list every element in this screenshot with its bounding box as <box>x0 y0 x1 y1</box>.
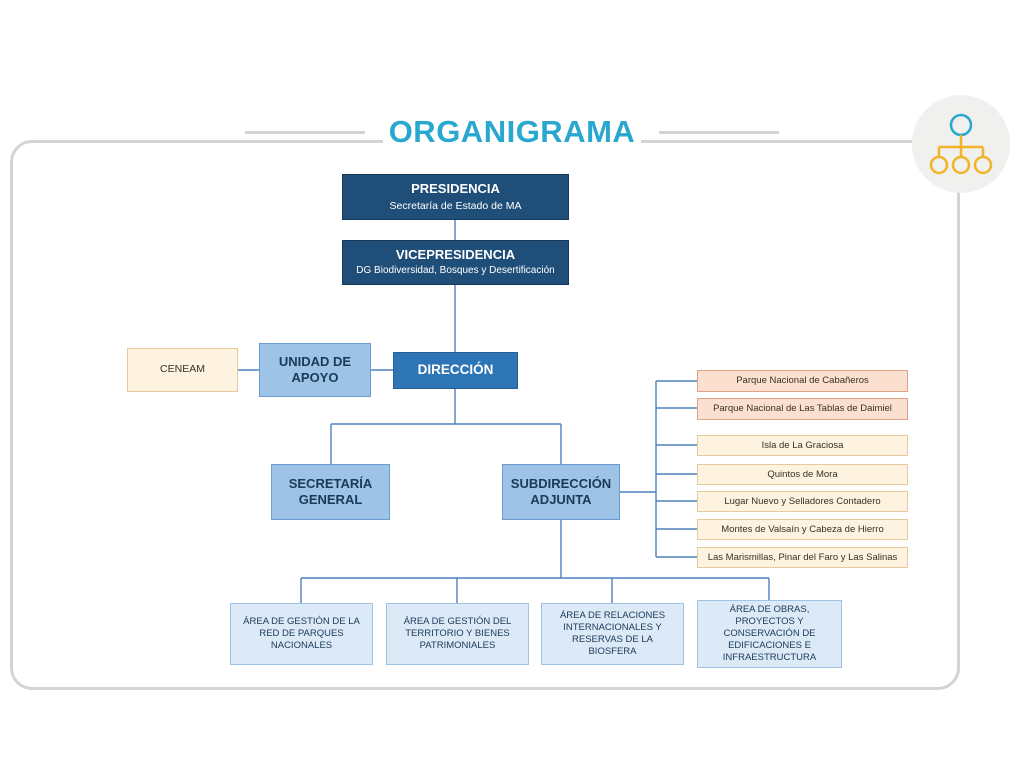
list-item-centro-5[interactable] <box>697 491 908 512</box>
centro-3-label: Isla de La Graciosa <box>761 439 844 451</box>
centro-6-label: Montes de Valsaín y Cabeza de Hierro <box>721 523 884 535</box>
title-rule-right <box>659 131 779 134</box>
list-item-centro-3[interactable] <box>697 435 908 456</box>
title-text: ORGANIGRAMA <box>383 114 642 150</box>
node-secretaria-general-title: SECRETARÍA GENERAL <box>288 475 373 507</box>
node-subdireccion-adjunta[interactable] <box>502 464 620 520</box>
node-subdireccion-adjunta-title: SUBDIRECCIÓN ADJUNTA <box>510 475 612 507</box>
node-presidencia[interactable] <box>342 174 569 220</box>
node-secretaria-general[interactable] <box>271 464 390 520</box>
node-unidad-de-apoyo[interactable] <box>259 343 371 397</box>
node-area-2[interactable] <box>386 603 529 665</box>
node-unidad-de-apoyo-title: UNIDAD DE APOYO <box>278 353 352 385</box>
centro-7-label: Las Marismillas, Pinar del Faro y Las Salinas <box>707 551 898 563</box>
node-vicepresidencia-title: VICEPRESIDENCIA <box>395 247 516 263</box>
area-3-label: ÁREA DE RELACIONES INTERNACIONALES Y RESERVAS DE LA BIOSFERA <box>559 610 666 657</box>
title-rule-left <box>245 131 365 134</box>
node-presidencia-title: PRESIDENCIA <box>411 181 500 197</box>
area-1-label: ÁREA DE GESTIÓN DE LA RED DE PARQUES NACIONALES <box>243 616 360 651</box>
org-chart-icon <box>912 95 1010 193</box>
node-area-3[interactable] <box>541 603 684 665</box>
list-item-centro-7[interactable] <box>697 547 908 568</box>
node-area-1[interactable] <box>230 603 373 665</box>
node-direccion[interactable] <box>393 352 518 389</box>
centro-2-label: Parque Nacional de Las Tablas de Daimiel <box>713 403 892 415</box>
list-item-centro-6[interactable] <box>697 519 908 540</box>
centro-4-label: Quintos de Mora <box>767 468 838 480</box>
centro-1-label: Parque Nacional de Cabañeros <box>736 375 869 387</box>
node-ceneam-title: CENEAM <box>160 363 205 376</box>
area-4-label: ÁREA DE OBRAS, PROYECTOS Y CONSERVACIÓN DE EDIFICACIONES E INFRAESTRUCTURA <box>722 604 817 663</box>
node-direccion-title: DIRECCIÓN <box>417 362 494 378</box>
list-item-centro-2[interactable] <box>697 398 908 420</box>
list-item-centro-4[interactable] <box>697 464 908 485</box>
node-area-4[interactable] <box>697 600 842 668</box>
node-ceneam[interactable] <box>127 348 238 392</box>
node-presidencia-subtitle: Secretaría de Estado de MA <box>389 199 522 212</box>
node-vicepresidencia-subtitle: DG Biodiversidad, Bosques y Desertificación <box>356 265 555 277</box>
node-vicepresidencia[interactable] <box>342 240 569 285</box>
area-2-label: ÁREA DE GESTIÓN DEL TERRITORIO Y BIENES PATRIMONIALES <box>403 616 512 651</box>
list-item-centro-1[interactable] <box>697 370 908 392</box>
centro-5-label: Lugar Nuevo y Selladores Contadero <box>724 495 881 507</box>
